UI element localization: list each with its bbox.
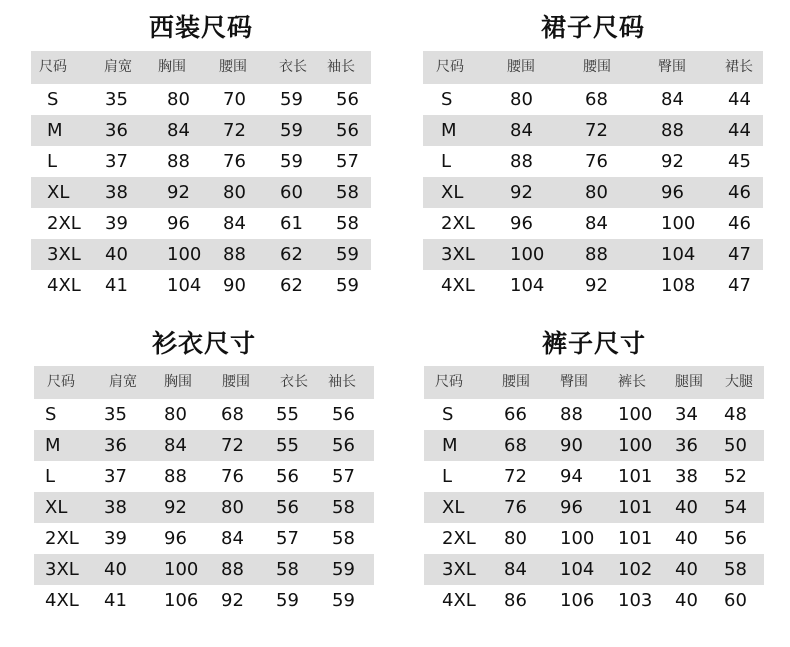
measurement-cell: 72 xyxy=(221,435,244,456)
measurement-cell: 88 xyxy=(223,244,246,265)
table-row xyxy=(424,554,764,585)
pants-size-table xyxy=(424,366,764,616)
skirt-size-table xyxy=(423,51,763,301)
measurement-cell: 36 xyxy=(675,435,698,456)
measurement-cell: 40 xyxy=(675,497,698,518)
table-header-row xyxy=(31,51,371,84)
measurement-cell: 59 xyxy=(276,590,299,611)
measurement-cell: 44 xyxy=(728,89,751,110)
size-label-cell: M xyxy=(45,435,61,456)
measurement-cell: 37 xyxy=(105,151,128,172)
measurement-cell: 80 xyxy=(167,89,190,110)
size-label-cell: 3XL xyxy=(442,559,476,580)
measurement-cell: 68 xyxy=(585,89,608,110)
measurement-cell: 34 xyxy=(675,404,698,425)
measurement-cell: 38 xyxy=(104,497,127,518)
measurement-cell: 96 xyxy=(560,497,583,518)
measurement-cell: 40 xyxy=(104,559,127,580)
measurement-cell: 58 xyxy=(724,559,747,580)
measurement-cell: 72 xyxy=(504,466,527,487)
measurement-cell: 104 xyxy=(560,559,595,580)
size-label-cell: L xyxy=(47,151,58,172)
table-row xyxy=(34,492,374,523)
measurement-cell: 102 xyxy=(618,559,653,580)
measurement-cell: 84 xyxy=(661,89,684,110)
measurement-cell: 88 xyxy=(585,244,608,265)
table-header-row xyxy=(34,366,374,399)
measurement-cell: 92 xyxy=(585,275,608,296)
measurement-cell: 92 xyxy=(510,182,533,203)
measurement-cell: 76 xyxy=(221,466,244,487)
measurement-cell: 76 xyxy=(585,151,608,172)
measurement-cell: 100 xyxy=(618,435,653,456)
measurement-cell: 103 xyxy=(618,590,653,611)
size-label-cell: 4XL xyxy=(45,590,79,611)
table-row xyxy=(423,177,763,208)
measurement-cell: 88 xyxy=(661,120,684,141)
measurement-cell: 101 xyxy=(618,528,653,549)
shirt-size-table xyxy=(34,366,374,616)
measurement-cell: 46 xyxy=(728,182,751,203)
measurement-cell: 62 xyxy=(280,244,303,265)
size-label-cell: M xyxy=(442,435,458,456)
measurement-cell: 106 xyxy=(560,590,595,611)
measurement-cell: 48 xyxy=(724,404,747,425)
measurement-cell: 40 xyxy=(675,590,698,611)
measurement-cell: 56 xyxy=(724,528,747,549)
measurement-cell: 62 xyxy=(280,275,303,296)
measurement-cell: 80 xyxy=(504,528,527,549)
column-header: 裙长 xyxy=(725,59,753,75)
pants-size-title: 裤子尺寸 xyxy=(541,329,646,358)
measurement-cell: 38 xyxy=(105,182,128,203)
size-label-cell: S xyxy=(441,89,453,110)
size-label-cell: M xyxy=(47,120,63,141)
size-label-cell: XL xyxy=(441,182,464,203)
measurement-cell: 108 xyxy=(661,275,696,296)
measurement-cell: 66 xyxy=(504,404,527,425)
measurement-cell: 90 xyxy=(223,275,246,296)
measurement-cell: 84 xyxy=(167,120,190,141)
measurement-cell: 59 xyxy=(332,590,355,611)
measurement-cell: 80 xyxy=(164,404,187,425)
measurement-cell: 37 xyxy=(104,466,127,487)
column-header: 肩宽 xyxy=(109,374,137,390)
column-header: 尺码 xyxy=(47,374,75,390)
measurement-cell: 80 xyxy=(510,89,533,110)
measurement-cell: 76 xyxy=(504,497,527,518)
measurement-cell: 56 xyxy=(336,89,359,110)
measurement-cell: 41 xyxy=(104,590,127,611)
column-header: 臀围 xyxy=(658,59,686,75)
measurement-cell: 80 xyxy=(223,182,246,203)
table-row xyxy=(31,146,371,177)
column-header: 臀围 xyxy=(560,374,588,390)
column-header: 腰围 xyxy=(222,374,250,390)
measurement-cell: 104 xyxy=(510,275,545,296)
measurement-cell: 61 xyxy=(280,213,303,234)
measurement-cell: 47 xyxy=(728,275,751,296)
table-row xyxy=(423,208,763,239)
table-row xyxy=(34,585,374,616)
measurement-cell: 40 xyxy=(675,528,698,549)
table-row xyxy=(31,177,371,208)
measurement-cell: 68 xyxy=(221,404,244,425)
measurement-cell: 80 xyxy=(585,182,608,203)
measurement-cell: 96 xyxy=(661,182,684,203)
table-row xyxy=(424,585,764,616)
measurement-cell: 70 xyxy=(223,89,246,110)
suit-size-table xyxy=(31,51,371,301)
table-row xyxy=(31,239,371,270)
measurement-cell: 55 xyxy=(276,404,299,425)
measurement-cell: 45 xyxy=(728,151,751,172)
measurement-cell: 100 xyxy=(167,244,202,265)
size-label-cell: 4XL xyxy=(442,590,476,611)
measurement-cell: 56 xyxy=(332,404,355,425)
measurement-cell: 100 xyxy=(560,528,595,549)
column-header: 腿围 xyxy=(675,374,703,390)
column-header: 衣长 xyxy=(280,374,308,390)
measurement-cell: 52 xyxy=(724,466,747,487)
measurement-cell: 35 xyxy=(105,89,128,110)
table-row xyxy=(34,399,374,430)
size-label-cell: L xyxy=(441,151,452,172)
measurement-cell: 58 xyxy=(332,497,355,518)
measurement-cell: 58 xyxy=(276,559,299,580)
measurement-cell: 76 xyxy=(223,151,246,172)
measurement-cell: 60 xyxy=(724,590,747,611)
size-label-cell: 4XL xyxy=(441,275,475,296)
measurement-cell: 88 xyxy=(510,151,533,172)
column-header: 腰围 xyxy=(507,59,535,75)
column-header: 尺码 xyxy=(436,59,464,75)
table-row xyxy=(424,461,764,492)
measurement-cell: 94 xyxy=(560,466,583,487)
table-row xyxy=(423,84,763,115)
table-row xyxy=(424,523,764,554)
table-row xyxy=(423,146,763,177)
measurement-cell: 84 xyxy=(585,213,608,234)
measurement-cell: 55 xyxy=(276,435,299,456)
measurement-cell: 59 xyxy=(332,559,355,580)
size-label-cell: 3XL xyxy=(47,244,81,265)
table-row xyxy=(424,399,764,430)
column-header: 胸围 xyxy=(158,59,186,75)
size-label-cell: 4XL xyxy=(47,275,81,296)
measurement-cell: 88 xyxy=(164,466,187,487)
table-row xyxy=(423,239,763,270)
measurement-cell: 58 xyxy=(336,213,359,234)
measurement-cell: 41 xyxy=(105,275,128,296)
table-row xyxy=(31,270,371,301)
table-row xyxy=(424,492,764,523)
measurement-cell: 100 xyxy=(164,559,199,580)
measurement-cell: 44 xyxy=(728,120,751,141)
table-row xyxy=(423,270,763,301)
measurement-cell: 72 xyxy=(585,120,608,141)
column-header: 胸围 xyxy=(164,374,192,390)
measurement-cell: 36 xyxy=(104,435,127,456)
table-row xyxy=(34,461,374,492)
suit-size-title: 西装尺码 xyxy=(148,13,253,42)
measurement-cell: 54 xyxy=(724,497,747,518)
measurement-cell: 59 xyxy=(280,120,303,141)
table-row xyxy=(31,208,371,239)
column-header: 腰围 xyxy=(583,59,611,75)
size-label-cell: XL xyxy=(442,497,465,518)
measurement-cell: 90 xyxy=(560,435,583,456)
size-label-cell: 3XL xyxy=(441,244,475,265)
measurement-cell: 84 xyxy=(221,528,244,549)
measurement-cell: 100 xyxy=(618,404,653,425)
measurement-cell: 68 xyxy=(504,435,527,456)
measurement-cell: 59 xyxy=(336,275,359,296)
column-header: 裤长 xyxy=(618,374,646,390)
size-label-cell: L xyxy=(45,466,56,487)
measurement-cell: 84 xyxy=(504,559,527,580)
measurement-cell: 104 xyxy=(167,275,202,296)
measurement-cell: 39 xyxy=(104,528,127,549)
measurement-cell: 80 xyxy=(221,497,244,518)
column-header: 腰围 xyxy=(219,59,247,75)
measurement-cell: 59 xyxy=(280,89,303,110)
measurement-cell: 101 xyxy=(618,497,653,518)
measurement-cell: 56 xyxy=(276,466,299,487)
table-row xyxy=(34,523,374,554)
measurement-cell: 58 xyxy=(336,182,359,203)
measurement-cell: 72 xyxy=(223,120,246,141)
measurement-cell: 104 xyxy=(661,244,696,265)
column-header: 袖长 xyxy=(327,59,355,75)
measurement-cell: 50 xyxy=(724,435,747,456)
size-label-cell: 2XL xyxy=(442,528,476,549)
size-label-cell: L xyxy=(442,466,453,487)
measurement-cell: 35 xyxy=(104,404,127,425)
size-label-cell: M xyxy=(441,120,457,141)
shirt-size-title: 衫衣尺寸 xyxy=(151,329,256,358)
measurement-cell: 59 xyxy=(280,151,303,172)
size-label-cell: XL xyxy=(47,182,70,203)
table-row xyxy=(424,430,764,461)
column-header: 肩宽 xyxy=(104,59,132,75)
skirt-size-title: 裙子尺码 xyxy=(540,13,645,42)
measurement-cell: 57 xyxy=(332,466,355,487)
measurement-cell: 84 xyxy=(164,435,187,456)
measurement-cell: 100 xyxy=(510,244,545,265)
size-label-cell: S xyxy=(45,404,57,425)
size-label-cell: 2XL xyxy=(47,213,81,234)
measurement-cell: 92 xyxy=(167,182,190,203)
size-label-cell: S xyxy=(442,404,454,425)
measurement-cell: 56 xyxy=(276,497,299,518)
table-row xyxy=(31,84,371,115)
measurement-cell: 92 xyxy=(221,590,244,611)
measurement-cell: 47 xyxy=(728,244,751,265)
table-header-row xyxy=(423,51,763,84)
size-label-cell: S xyxy=(47,89,59,110)
measurement-cell: 101 xyxy=(618,466,653,487)
measurement-cell: 60 xyxy=(280,182,303,203)
column-header: 尺码 xyxy=(39,59,67,75)
measurement-cell: 96 xyxy=(164,528,187,549)
measurement-cell: 96 xyxy=(167,213,190,234)
size-label-cell: 3XL xyxy=(45,559,79,580)
size-label-cell: XL xyxy=(45,497,68,518)
measurement-cell: 92 xyxy=(661,151,684,172)
measurement-cell: 92 xyxy=(164,497,187,518)
measurement-cell: 56 xyxy=(332,435,355,456)
measurement-cell: 84 xyxy=(223,213,246,234)
table-row xyxy=(31,115,371,146)
measurement-cell: 46 xyxy=(728,213,751,234)
measurement-cell: 88 xyxy=(167,151,190,172)
measurement-cell: 86 xyxy=(504,590,527,611)
table-header-row xyxy=(424,366,764,399)
measurement-cell: 56 xyxy=(336,120,359,141)
measurement-cell: 40 xyxy=(105,244,128,265)
measurement-cell: 57 xyxy=(276,528,299,549)
column-header: 大腿 xyxy=(725,374,753,390)
measurement-cell: 100 xyxy=(661,213,696,234)
measurement-cell: 57 xyxy=(336,151,359,172)
column-header: 尺码 xyxy=(435,374,463,390)
measurement-cell: 106 xyxy=(164,590,199,611)
size-label-cell: 2XL xyxy=(45,528,79,549)
measurement-cell: 38 xyxy=(675,466,698,487)
column-header: 衣长 xyxy=(279,59,307,75)
measurement-cell: 88 xyxy=(221,559,244,580)
measurement-cell: 40 xyxy=(675,559,698,580)
table-row xyxy=(34,554,374,585)
measurement-cell: 39 xyxy=(105,213,128,234)
measurement-cell: 96 xyxy=(510,213,533,234)
table-row xyxy=(423,115,763,146)
measurement-cell: 58 xyxy=(332,528,355,549)
measurement-cell: 84 xyxy=(510,120,533,141)
column-header: 袖长 xyxy=(328,374,356,390)
measurement-cell: 88 xyxy=(560,404,583,425)
table-row xyxy=(34,430,374,461)
measurement-cell: 36 xyxy=(105,120,128,141)
column-header: 腰围 xyxy=(502,374,530,390)
size-label-cell: 2XL xyxy=(441,213,475,234)
measurement-cell: 59 xyxy=(336,244,359,265)
